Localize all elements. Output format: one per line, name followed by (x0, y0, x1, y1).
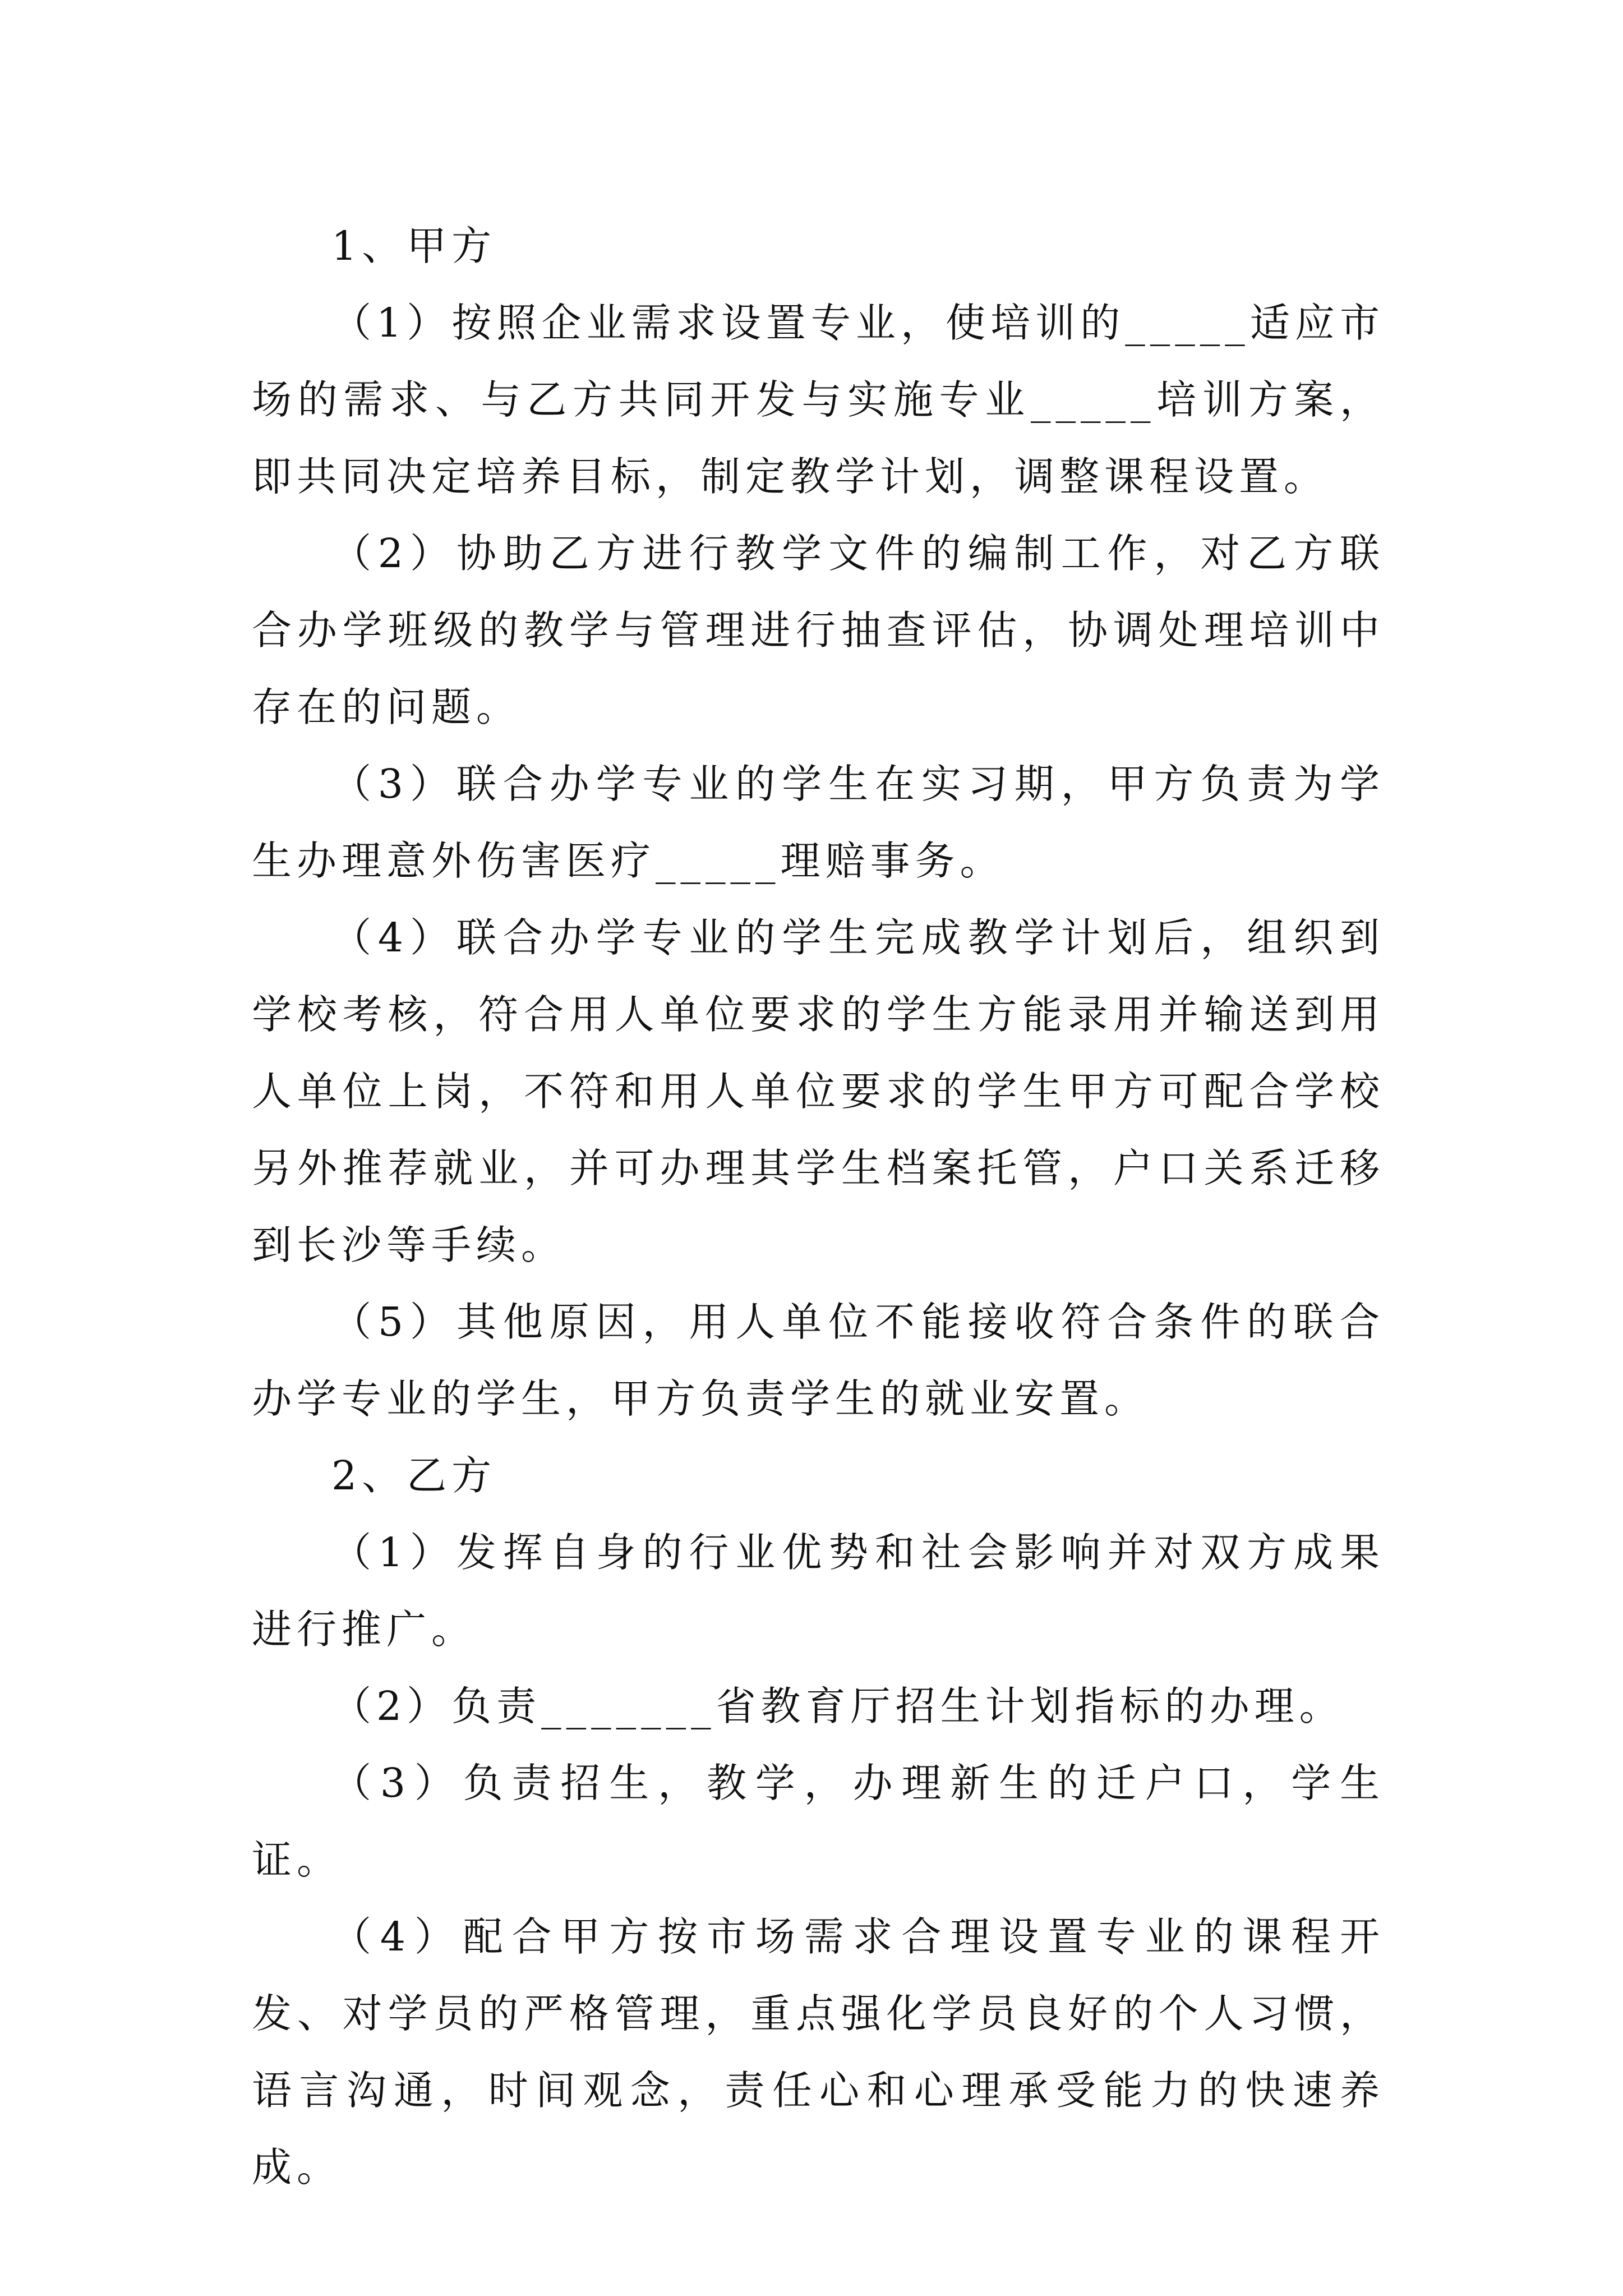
section-heading-party-b: 2、乙方 (331, 1452, 497, 1499)
party-b-item-3: （3）负责招生，教学，办理新生的迁户口，学生证。 (252, 1760, 1385, 1883)
party-b-item-2: （2）负责_______省教育厅招生计划指标的办理。 (331, 1683, 1344, 1729)
party-a-item-1: （1）按照企业需求设置专业，使培训的_____适应市场的需求、与乙方共同开发与实施专业_____培训方案，即共同决定培养目标，制定教学计划，调整课程设置。 (252, 300, 1385, 500)
party-a-item-5: （5）其他原因，用人单位不能接收符合条件的联合办学专业的学生，甲方负责学生的就业安置。 (252, 1299, 1385, 1422)
party-b-item-4: （4）配合甲方按市场需求合理设置专业的课程开发、对学员的严格管理，重点强化学员良好的个人习惯，语言沟通，时间观念，责任心和心理承受能力的快速养成。 (252, 1913, 1385, 2191)
document-body (252, 208, 1385, 2206)
party-a-item-2: （2）协助乙方进行教学文件的编制工作，对乙方联合办学班级的教学与管理进行抽查评估，协调处理培训中存在的问题。 (252, 530, 1385, 730)
party-a-item-3: （3）联合办学专业的学生在实习期，甲方负责为学生办理意外伤害医疗_____理赔事务。 (252, 761, 1385, 884)
party-a-item-4: （4）联合办学专业的学生完成教学计划后，组织到学校考核，符合用人单位要求的学生方能录用并输送到用人单位上岗，不符和用人单位要求的学生甲方可配合学校另外推荐就业，并可办理其学生档案托管，户口关系迁移到长沙等手续。 (252, 914, 1385, 1268)
section-heading-party-a: 1、甲方 (331, 223, 497, 269)
party-b-item-1: （1）发挥自身的行业优势和社会影响并对双方成果进行推广。 (252, 1529, 1385, 1653)
